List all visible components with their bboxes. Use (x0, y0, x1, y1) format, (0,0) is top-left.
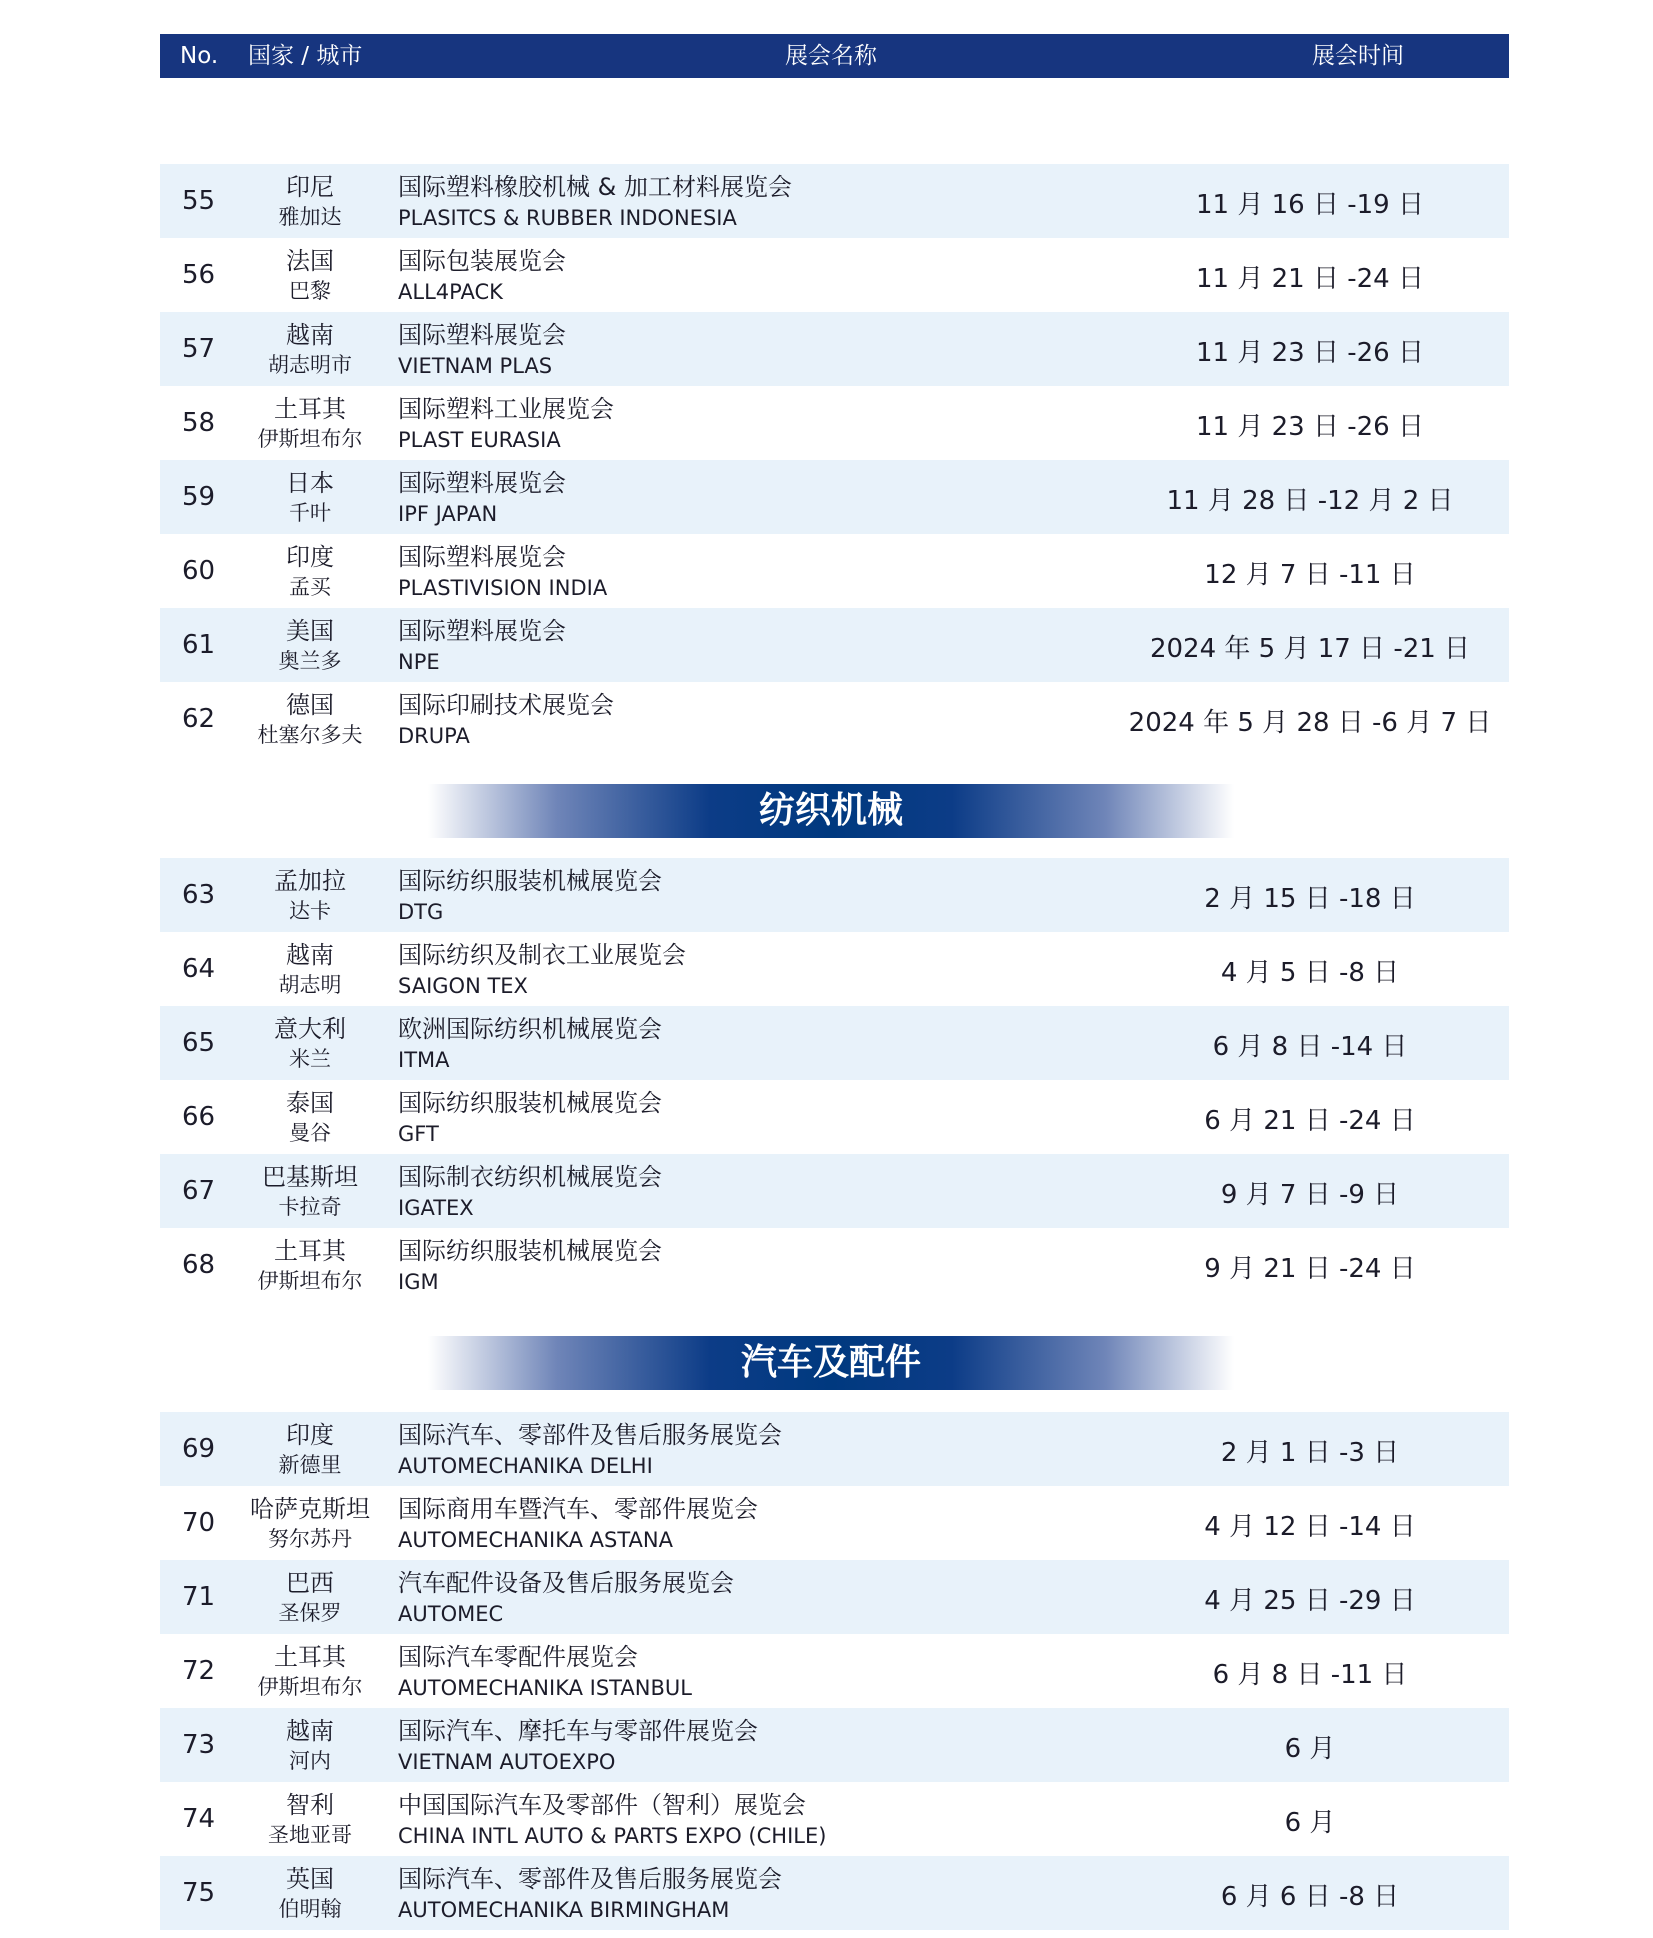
row-number: 55 (182, 186, 216, 216)
row-number: 58 (182, 408, 216, 438)
row-name-en: IGM (398, 1270, 439, 1294)
row-number: 69 (182, 1434, 216, 1464)
row-date: 6 月 8 日 -14 日 (1212, 1032, 1408, 1062)
row-country: 巴基斯坦 (262, 1163, 358, 1191)
row-name-cn: 国际汽车零配件展览会 (398, 1643, 638, 1671)
row-number: 66 (182, 1102, 216, 1132)
table-row (160, 1412, 1509, 1486)
row-number: 67 (182, 1176, 216, 1206)
row-name-cn: 国际塑料展览会 (398, 321, 566, 349)
table-row (160, 460, 1509, 534)
table-row (160, 1228, 1509, 1302)
row-name-cn: 国际塑料工业展览会 (398, 395, 614, 423)
table-row (160, 1006, 1509, 1080)
row-name-cn: 国际汽车、摩托车与零部件展览会 (398, 1717, 758, 1745)
row-number: 71 (182, 1582, 216, 1612)
row-city: 曼谷 (289, 1121, 331, 1145)
row-name-en: AUTOMECHANIKA BIRMINGHAM (398, 1898, 730, 1922)
row-city: 卡拉奇 (278, 1195, 342, 1219)
row-country: 土耳其 (274, 1237, 346, 1265)
row-country: 美国 (286, 617, 334, 645)
header-country-city: 国家 / 城市 (248, 43, 363, 69)
row-name-en: DRUPA (398, 724, 470, 748)
row-date: 4 月 5 日 -8 日 (1220, 958, 1400, 988)
row-city: 千叶 (289, 501, 331, 525)
header-exhibition-name: 展会名称 (785, 43, 877, 69)
row-name-en: AUTOMECHANIKA ASTANA (398, 1528, 673, 1552)
row-number: 57 (182, 334, 216, 364)
row-date: 2 月 1 日 -3 日 (1220, 1438, 1400, 1468)
row-city: 圣保罗 (278, 1601, 342, 1625)
table-row (160, 534, 1509, 608)
row-city: 胡志明 (278, 973, 342, 997)
row-date: 11 月 16 日 -19 日 (1196, 190, 1424, 220)
row-country: 哈萨克斯坦 (250, 1495, 370, 1523)
row-number: 60 (182, 556, 216, 586)
row-name-cn: 国际汽车、零部件及售后服务展览会 (398, 1421, 782, 1449)
row-number: 65 (182, 1028, 216, 1058)
row-city: 巴黎 (289, 279, 331, 303)
row-name-cn: 国际商用车暨汽车、零部件展览会 (398, 1495, 758, 1523)
row-city: 达卡 (289, 899, 331, 923)
row-number: 56 (182, 260, 216, 290)
table-header (160, 34, 1509, 78)
row-country: 印度 (286, 543, 334, 571)
row-date: 6 月 (1284, 1808, 1336, 1838)
row-date: 12 月 7 日 -11 日 (1204, 560, 1416, 590)
row-name-en: AUTOMECHANIKA DELHI (398, 1454, 653, 1478)
row-city: 努尔苏丹 (268, 1527, 352, 1551)
table-row (160, 608, 1509, 682)
row-date: 6 月 (1284, 1734, 1336, 1764)
table-row (160, 1856, 1509, 1930)
row-name-cn: 汽车配件设备及售后服务展览会 (398, 1569, 734, 1597)
row-city: 圣地亚哥 (268, 1823, 352, 1847)
row-country: 意大利 (274, 1015, 346, 1043)
row-name-cn: 国际塑料展览会 (398, 469, 566, 497)
table-row (160, 238, 1509, 312)
row-name-en: ALL4PACK (398, 280, 503, 304)
row-country: 法国 (286, 247, 334, 275)
row-city: 河内 (289, 1749, 331, 1773)
row-name-en: ITMA (398, 1048, 450, 1072)
row-city: 新德里 (278, 1453, 342, 1477)
row-city: 奥兰多 (278, 649, 342, 673)
row-number: 61 (182, 630, 216, 660)
row-city: 伯明翰 (278, 1897, 342, 1921)
row-name-en: IPF JAPAN (398, 502, 498, 526)
row-country: 日本 (286, 469, 334, 497)
table-row (160, 682, 1509, 756)
table-row (160, 1080, 1509, 1154)
row-date: 11 月 23 日 -26 日 (1196, 338, 1424, 368)
row-date: 2 月 15 日 -18 日 (1204, 884, 1416, 914)
row-name-en: IGATEX (398, 1196, 474, 1220)
row-city: 米兰 (289, 1047, 331, 1071)
table-row (160, 858, 1509, 932)
row-country: 智利 (286, 1791, 334, 1819)
row-number: 62 (182, 704, 216, 734)
row-date: 6 月 6 日 -8 日 (1220, 1882, 1400, 1912)
row-date: 9 月 7 日 -9 日 (1220, 1180, 1400, 1210)
table-row (160, 1486, 1509, 1560)
row-country: 越南 (286, 1717, 334, 1745)
row-name-en: GFT (398, 1122, 439, 1146)
row-name-en: VIETNAM AUTOEXPO (398, 1750, 616, 1774)
row-country: 土耳其 (274, 1643, 346, 1671)
row-name-cn: 欧洲国际纺织机械展览会 (398, 1015, 662, 1043)
row-name-cn: 国际制衣纺织机械展览会 (398, 1163, 662, 1191)
row-number: 63 (182, 880, 216, 910)
table-row (160, 1782, 1509, 1856)
row-number: 64 (182, 954, 216, 984)
row-number: 59 (182, 482, 216, 512)
row-country: 德国 (286, 691, 334, 719)
row-name-en: DTG (398, 900, 444, 924)
row-date: 4 月 12 日 -14 日 (1204, 1512, 1416, 1542)
row-date: 6 月 8 日 -11 日 (1212, 1660, 1408, 1690)
row-date: 4 月 25 日 -29 日 (1204, 1586, 1416, 1616)
row-name-en: CHINA INTL AUTO & PARTS EXPO (CHILE) (398, 1824, 827, 1848)
row-city: 雅加达 (278, 205, 342, 229)
header-no: No. (180, 43, 219, 69)
row-name-en: VIETNAM PLAS (398, 354, 553, 378)
row-name-cn: 国际印刷技术展览会 (398, 691, 614, 719)
section-title: 纺织机械 (758, 790, 903, 831)
row-name-en: PLASTIVISION INDIA (398, 576, 608, 600)
row-country: 泰国 (286, 1089, 334, 1117)
row-city: 胡志明市 (268, 353, 352, 377)
row-country: 印度 (286, 1421, 334, 1449)
row-date: 6 月 21 日 -24 日 (1204, 1106, 1416, 1136)
row-name-cn: 国际纺织及制衣工业展览会 (398, 941, 686, 969)
row-name-en: PLASITCS & RUBBER INDONESIA (398, 206, 737, 230)
row-city: 伊斯坦布尔 (257, 427, 363, 451)
section-title: 汽车及配件 (740, 1342, 921, 1383)
table-row (160, 1634, 1509, 1708)
row-country: 越南 (286, 321, 334, 349)
row-name-cn: 国际汽车、零部件及售后服务展览会 (398, 1865, 782, 1893)
row-name-en: AUTOMEC (398, 1602, 504, 1626)
row-name-cn: 国际纺织服装机械展览会 (398, 1237, 662, 1265)
row-country: 巴西 (286, 1569, 334, 1597)
section-banner-auto (428, 1336, 1234, 1390)
row-city: 伊斯坦布尔 (257, 1269, 363, 1293)
row-country: 印尼 (286, 173, 334, 201)
row-name-en: NPE (398, 650, 440, 674)
row-date: 2024 年 5 月 28 日 -6 月 7 日 (1128, 708, 1492, 738)
row-number: 70 (182, 1508, 216, 1538)
table-row (160, 386, 1509, 460)
row-number: 68 (182, 1250, 216, 1280)
row-country: 孟加拉 (274, 867, 346, 895)
row-city: 伊斯坦布尔 (257, 1675, 363, 1699)
row-country: 越南 (286, 941, 334, 969)
header-exhibition-time: 展会时间 (1312, 43, 1404, 69)
row-date: 9 月 21 日 -24 日 (1204, 1254, 1416, 1284)
table-row (160, 1560, 1509, 1634)
row-number: 73 (182, 1730, 216, 1760)
row-name-cn: 国际塑料橡胶机械 & 加工材料展览会 (398, 173, 792, 201)
row-date: 11 月 23 日 -26 日 (1196, 412, 1424, 442)
table-row (160, 932, 1509, 1006)
row-city: 杜塞尔多夫 (257, 723, 363, 747)
row-date: 2024 年 5 月 17 日 -21 日 (1149, 634, 1471, 664)
table-row (160, 164, 1509, 238)
row-number: 75 (182, 1878, 216, 1908)
row-number: 74 (182, 1804, 216, 1834)
section-banner-textile (428, 784, 1234, 838)
row-name-en: PLAST EURASIA (398, 428, 561, 452)
row-name-en: SAIGON TEX (398, 974, 528, 998)
row-country: 土耳其 (274, 395, 346, 423)
row-name-cn: 国际纺织服装机械展览会 (398, 1089, 662, 1117)
row-city: 孟买 (289, 575, 331, 599)
row-name-cn: 国际纺织服装机械展览会 (398, 867, 662, 895)
table-row (160, 1708, 1509, 1782)
row-country: 英国 (286, 1865, 334, 1893)
row-date: 11 月 28 日 -12 月 2 日 (1166, 486, 1454, 516)
table-row (160, 312, 1509, 386)
row-name-cn: 国际塑料展览会 (398, 617, 566, 645)
row-name-en: AUTOMECHANIKA ISTANBUL (398, 1676, 692, 1700)
row-name-cn: 国际包装展览会 (398, 247, 566, 275)
row-number: 72 (182, 1656, 216, 1686)
row-name-cn: 中国国际汽车及零部件（智利）展览会 (398, 1791, 806, 1819)
row-name-cn: 国际塑料展览会 (398, 543, 566, 571)
row-date: 11 月 21 日 -24 日 (1196, 264, 1424, 294)
table-row (160, 1154, 1509, 1228)
